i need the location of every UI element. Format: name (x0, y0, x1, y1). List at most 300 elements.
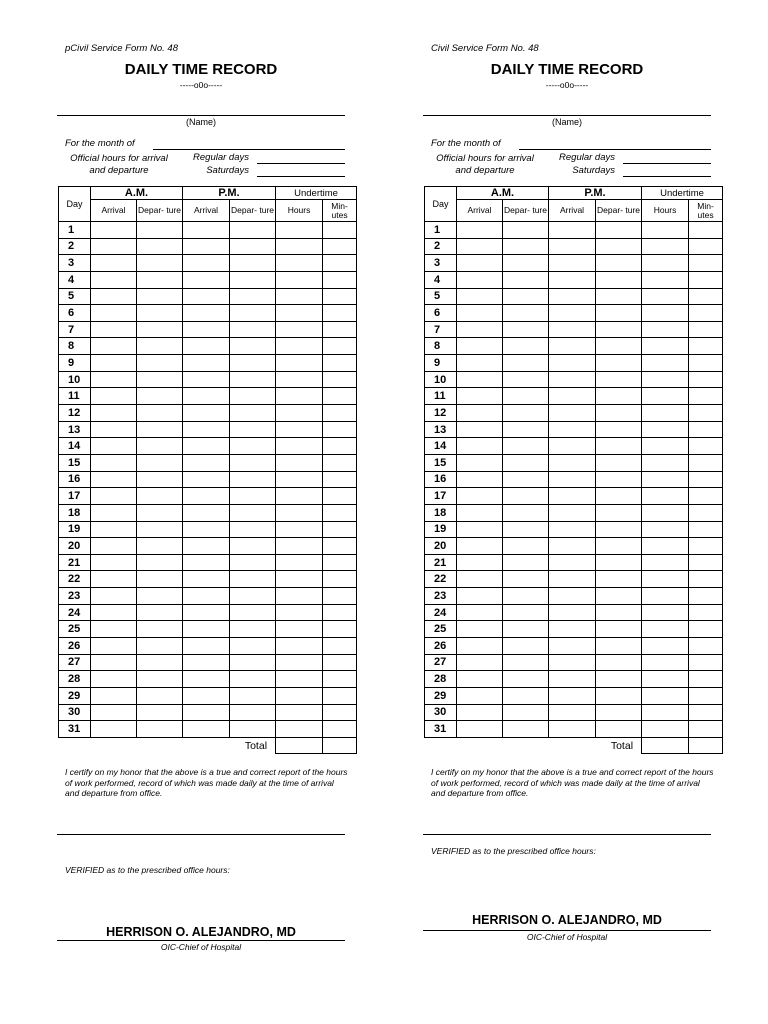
am-arrival-cell[interactable] (457, 471, 503, 488)
am-arrival-cell[interactable] (91, 388, 137, 405)
pm-arrival-cell[interactable] (549, 571, 596, 588)
undertime-hours-cell[interactable] (276, 438, 323, 455)
am-arrival-cell[interactable] (91, 504, 137, 521)
pm-departure-cell[interactable] (230, 488, 276, 505)
am-arrival-cell[interactable] (457, 421, 503, 438)
pm-departure-cell[interactable] (596, 671, 642, 688)
undertime-minutes-cell[interactable] (689, 338, 723, 355)
am-departure-cell[interactable] (137, 504, 183, 521)
undertime-minutes-cell[interactable] (323, 271, 357, 288)
am-departure-cell[interactable] (137, 521, 183, 538)
undertime-minutes-cell[interactable] (689, 504, 723, 521)
undertime-minutes-cell[interactable] (323, 355, 357, 372)
undertime-minutes-cell[interactable] (323, 255, 357, 272)
pm-arrival-cell[interactable] (183, 638, 230, 655)
pm-departure-cell[interactable] (596, 271, 642, 288)
pm-departure-cell[interactable] (596, 371, 642, 388)
undertime-hours-cell[interactable] (642, 438, 689, 455)
undertime-hours-cell[interactable] (276, 405, 323, 422)
undertime-hours-cell[interactable] (642, 621, 689, 638)
am-arrival-cell[interactable] (457, 338, 503, 355)
pm-arrival-cell[interactable] (549, 588, 596, 605)
undertime-minutes-cell[interactable] (689, 321, 723, 338)
am-arrival-cell[interactable] (91, 588, 137, 605)
pm-departure-cell[interactable] (230, 438, 276, 455)
am-departure-cell[interactable] (503, 538, 549, 555)
undertime-minutes-cell[interactable] (323, 321, 357, 338)
undertime-hours-cell[interactable] (276, 338, 323, 355)
am-departure-cell[interactable] (137, 305, 183, 322)
undertime-hours-cell[interactable] (642, 571, 689, 588)
undertime-hours-cell[interactable] (276, 488, 323, 505)
am-departure-cell[interactable] (137, 704, 183, 721)
undertime-hours-cell[interactable] (642, 238, 689, 255)
undertime-minutes-cell[interactable] (689, 255, 723, 272)
pm-departure-cell[interactable] (596, 388, 642, 405)
pm-departure-cell[interactable] (230, 538, 276, 555)
undertime-hours-cell[interactable] (642, 305, 689, 322)
pm-arrival-cell[interactable] (549, 454, 596, 471)
pm-arrival-cell[interactable] (183, 687, 230, 704)
pm-arrival-cell[interactable] (183, 471, 230, 488)
pm-departure-cell[interactable] (230, 338, 276, 355)
am-arrival-cell[interactable] (91, 554, 137, 571)
undertime-minutes-cell[interactable] (689, 571, 723, 588)
undertime-minutes-cell[interactable] (689, 421, 723, 438)
am-arrival-cell[interactable] (457, 488, 503, 505)
am-arrival-cell[interactable] (457, 654, 503, 671)
am-arrival-cell[interactable] (91, 654, 137, 671)
pm-departure-cell[interactable] (230, 671, 276, 688)
pm-arrival-cell[interactable] (183, 321, 230, 338)
am-arrival-cell[interactable] (457, 638, 503, 655)
undertime-minutes-cell[interactable] (323, 638, 357, 655)
am-arrival-cell[interactable] (91, 538, 137, 555)
am-arrival-cell[interactable] (91, 405, 137, 422)
am-departure-cell[interactable] (137, 338, 183, 355)
am-arrival-cell[interactable] (91, 454, 137, 471)
undertime-minutes-cell[interactable] (689, 388, 723, 405)
pm-departure-cell[interactable] (596, 438, 642, 455)
undertime-minutes-cell[interactable] (323, 222, 357, 239)
pm-arrival-cell[interactable] (183, 571, 230, 588)
pm-arrival-cell[interactable] (549, 371, 596, 388)
am-departure-cell[interactable] (137, 222, 183, 239)
am-arrival-cell[interactable] (91, 438, 137, 455)
am-departure-cell[interactable] (503, 604, 549, 621)
undertime-hours-cell[interactable] (276, 371, 323, 388)
am-departure-cell[interactable] (137, 288, 183, 305)
pm-departure-cell[interactable] (596, 638, 642, 655)
am-departure-cell[interactable] (137, 671, 183, 688)
am-arrival-cell[interactable] (91, 421, 137, 438)
am-departure-cell[interactable] (503, 371, 549, 388)
undertime-minutes-cell[interactable] (689, 588, 723, 605)
pm-departure-cell[interactable] (596, 255, 642, 272)
pm-arrival-cell[interactable] (183, 538, 230, 555)
pm-departure-cell[interactable] (596, 621, 642, 638)
am-departure-cell[interactable] (137, 454, 183, 471)
am-arrival-cell[interactable] (457, 321, 503, 338)
undertime-hours-cell[interactable] (276, 671, 323, 688)
pm-arrival-cell[interactable] (549, 222, 596, 239)
pm-arrival-cell[interactable] (549, 704, 596, 721)
am-arrival-cell[interactable] (457, 222, 503, 239)
am-departure-cell[interactable] (503, 421, 549, 438)
am-departure-cell[interactable] (137, 687, 183, 704)
pm-departure-cell[interactable] (596, 338, 642, 355)
undertime-minutes-cell[interactable] (323, 704, 357, 721)
am-departure-cell[interactable] (503, 338, 549, 355)
am-departure-cell[interactable] (503, 471, 549, 488)
pm-departure-cell[interactable] (230, 288, 276, 305)
pm-departure-cell[interactable] (230, 621, 276, 638)
undertime-minutes-cell[interactable] (323, 654, 357, 671)
undertime-minutes-cell[interactable] (323, 621, 357, 638)
pm-arrival-cell[interactable] (549, 687, 596, 704)
undertime-hours-cell[interactable] (642, 421, 689, 438)
pm-arrival-cell[interactable] (183, 721, 230, 738)
am-arrival-cell[interactable] (457, 538, 503, 555)
undertime-minutes-cell[interactable] (323, 305, 357, 322)
pm-departure-cell[interactable] (596, 554, 642, 571)
am-arrival-cell[interactable] (457, 554, 503, 571)
pm-departure-cell[interactable] (596, 604, 642, 621)
pm-departure-cell[interactable] (596, 504, 642, 521)
undertime-minutes-cell[interactable] (689, 288, 723, 305)
pm-departure-cell[interactable] (596, 355, 642, 372)
am-arrival-cell[interactable] (457, 271, 503, 288)
undertime-minutes-cell[interactable] (323, 238, 357, 255)
pm-departure-cell[interactable] (230, 638, 276, 655)
pm-departure-cell[interactable] (596, 454, 642, 471)
pm-departure-cell[interactable] (230, 388, 276, 405)
pm-arrival-cell[interactable] (183, 654, 230, 671)
pm-departure-cell[interactable] (230, 588, 276, 605)
undertime-minutes-cell[interactable] (689, 454, 723, 471)
undertime-minutes-cell[interactable] (689, 438, 723, 455)
pm-arrival-cell[interactable] (183, 355, 230, 372)
undertime-minutes-cell[interactable] (689, 721, 723, 738)
pm-arrival-cell[interactable] (549, 504, 596, 521)
undertime-minutes-cell[interactable] (689, 271, 723, 288)
am-arrival-cell[interactable] (91, 721, 137, 738)
am-arrival-cell[interactable] (457, 621, 503, 638)
am-departure-cell[interactable] (137, 588, 183, 605)
undertime-hours-cell[interactable] (642, 654, 689, 671)
undertime-hours-cell[interactable] (276, 588, 323, 605)
undertime-minutes-cell[interactable] (323, 554, 357, 571)
pm-arrival-cell[interactable] (549, 405, 596, 422)
am-arrival-cell[interactable] (91, 604, 137, 621)
pm-departure-cell[interactable] (230, 687, 276, 704)
pm-arrival-cell[interactable] (183, 388, 230, 405)
pm-arrival-cell[interactable] (549, 288, 596, 305)
am-arrival-cell[interactable] (457, 405, 503, 422)
undertime-minutes-cell[interactable] (323, 405, 357, 422)
am-arrival-cell[interactable] (91, 488, 137, 505)
verifier-signature-line[interactable] (57, 940, 345, 941)
pm-departure-cell[interactable] (596, 222, 642, 239)
pm-arrival-cell[interactable] (183, 271, 230, 288)
pm-departure-cell[interactable] (596, 488, 642, 505)
pm-departure-cell[interactable] (596, 687, 642, 704)
undertime-minutes-cell[interactable] (689, 238, 723, 255)
total-hours-cell[interactable] (642, 737, 689, 753)
undertime-minutes-cell[interactable] (689, 521, 723, 538)
total-hours-cell[interactable] (276, 737, 323, 753)
month-field-line[interactable] (153, 149, 345, 150)
regular-days-field-line[interactable] (623, 163, 711, 164)
undertime-hours-cell[interactable] (642, 704, 689, 721)
undertime-minutes-cell[interactable] (689, 604, 723, 621)
undertime-hours-cell[interactable] (642, 488, 689, 505)
undertime-hours-cell[interactable] (276, 687, 323, 704)
am-departure-cell[interactable] (137, 421, 183, 438)
undertime-minutes-cell[interactable] (323, 388, 357, 405)
am-arrival-cell[interactable] (91, 338, 137, 355)
pm-departure-cell[interactable] (230, 721, 276, 738)
am-departure-cell[interactable] (137, 471, 183, 488)
undertime-minutes-cell[interactable] (323, 338, 357, 355)
pm-arrival-cell[interactable] (183, 405, 230, 422)
pm-departure-cell[interactable] (596, 538, 642, 555)
undertime-minutes-cell[interactable] (323, 471, 357, 488)
undertime-minutes-cell[interactable] (689, 371, 723, 388)
pm-arrival-cell[interactable] (183, 255, 230, 272)
pm-departure-cell[interactable] (230, 355, 276, 372)
am-arrival-cell[interactable] (457, 371, 503, 388)
pm-arrival-cell[interactable] (549, 471, 596, 488)
am-departure-cell[interactable] (137, 721, 183, 738)
am-departure-cell[interactable] (503, 454, 549, 471)
am-arrival-cell[interactable] (457, 355, 503, 372)
undertime-minutes-cell[interactable] (689, 355, 723, 372)
pm-arrival-cell[interactable] (183, 288, 230, 305)
am-departure-cell[interactable] (137, 654, 183, 671)
undertime-hours-cell[interactable] (276, 504, 323, 521)
regular-days-field-line[interactable] (257, 163, 345, 164)
undertime-hours-cell[interactable] (276, 638, 323, 655)
pm-departure-cell[interactable] (596, 721, 642, 738)
am-departure-cell[interactable] (137, 554, 183, 571)
am-departure-cell[interactable] (503, 671, 549, 688)
undertime-hours-cell[interactable] (642, 638, 689, 655)
pm-departure-cell[interactable] (230, 222, 276, 239)
undertime-minutes-cell[interactable] (323, 488, 357, 505)
am-arrival-cell[interactable] (91, 671, 137, 688)
pm-arrival-cell[interactable] (183, 488, 230, 505)
undertime-hours-cell[interactable] (642, 405, 689, 422)
am-departure-cell[interactable] (137, 488, 183, 505)
undertime-hours-cell[interactable] (276, 388, 323, 405)
undertime-minutes-cell[interactable] (689, 538, 723, 555)
undertime-hours-cell[interactable] (276, 521, 323, 538)
am-departure-cell[interactable] (503, 721, 549, 738)
am-departure-cell[interactable] (503, 271, 549, 288)
pm-departure-cell[interactable] (596, 571, 642, 588)
am-departure-cell[interactable] (137, 271, 183, 288)
am-arrival-cell[interactable] (457, 687, 503, 704)
undertime-minutes-cell[interactable] (689, 305, 723, 322)
pm-departure-cell[interactable] (596, 421, 642, 438)
am-arrival-cell[interactable] (457, 438, 503, 455)
pm-arrival-cell[interactable] (183, 504, 230, 521)
am-arrival-cell[interactable] (91, 521, 137, 538)
undertime-minutes-cell[interactable] (323, 538, 357, 555)
pm-departure-cell[interactable] (596, 521, 642, 538)
am-arrival-cell[interactable] (91, 371, 137, 388)
am-arrival-cell[interactable] (91, 255, 137, 272)
am-arrival-cell[interactable] (457, 255, 503, 272)
am-departure-cell[interactable] (503, 388, 549, 405)
pm-arrival-cell[interactable] (183, 704, 230, 721)
pm-departure-cell[interactable] (230, 554, 276, 571)
am-arrival-cell[interactable] (91, 222, 137, 239)
undertime-hours-cell[interactable] (276, 704, 323, 721)
pm-arrival-cell[interactable] (549, 638, 596, 655)
undertime-hours-cell[interactable] (276, 454, 323, 471)
pm-arrival-cell[interactable] (549, 554, 596, 571)
undertime-hours-cell[interactable] (276, 288, 323, 305)
total-minutes-cell[interactable] (689, 737, 723, 753)
undertime-minutes-cell[interactable] (689, 654, 723, 671)
undertime-hours-cell[interactable] (642, 355, 689, 372)
pm-departure-cell[interactable] (230, 238, 276, 255)
undertime-hours-cell[interactable] (642, 338, 689, 355)
undertime-hours-cell[interactable] (276, 255, 323, 272)
pm-departure-cell[interactable] (230, 454, 276, 471)
pm-departure-cell[interactable] (230, 321, 276, 338)
pm-departure-cell[interactable] (596, 238, 642, 255)
undertime-minutes-cell[interactable] (323, 421, 357, 438)
undertime-minutes-cell[interactable] (323, 671, 357, 688)
undertime-minutes-cell[interactable] (689, 471, 723, 488)
am-arrival-cell[interactable] (91, 471, 137, 488)
undertime-minutes-cell[interactable] (689, 222, 723, 239)
undertime-minutes-cell[interactable] (323, 588, 357, 605)
pm-departure-cell[interactable] (596, 588, 642, 605)
pm-arrival-cell[interactable] (183, 222, 230, 239)
pm-arrival-cell[interactable] (183, 588, 230, 605)
pm-arrival-cell[interactable] (183, 305, 230, 322)
am-departure-cell[interactable] (503, 355, 549, 372)
am-departure-cell[interactable] (503, 638, 549, 655)
undertime-minutes-cell[interactable] (323, 454, 357, 471)
undertime-minutes-cell[interactable] (689, 405, 723, 422)
undertime-hours-cell[interactable] (276, 421, 323, 438)
am-arrival-cell[interactable] (91, 687, 137, 704)
am-departure-cell[interactable] (503, 488, 549, 505)
pm-departure-cell[interactable] (230, 521, 276, 538)
undertime-minutes-cell[interactable] (323, 721, 357, 738)
name-field-line[interactable] (57, 115, 345, 116)
undertime-minutes-cell[interactable] (689, 488, 723, 505)
employee-signature-line[interactable] (423, 834, 711, 835)
am-departure-cell[interactable] (137, 621, 183, 638)
undertime-hours-cell[interactable] (276, 604, 323, 621)
undertime-minutes-cell[interactable] (323, 604, 357, 621)
pm-arrival-cell[interactable] (549, 671, 596, 688)
pm-arrival-cell[interactable] (549, 621, 596, 638)
pm-departure-cell[interactable] (596, 305, 642, 322)
undertime-hours-cell[interactable] (642, 255, 689, 272)
pm-departure-cell[interactable] (596, 654, 642, 671)
pm-arrival-cell[interactable] (183, 604, 230, 621)
pm-departure-cell[interactable] (596, 288, 642, 305)
am-departure-cell[interactable] (503, 621, 549, 638)
pm-arrival-cell[interactable] (549, 654, 596, 671)
am-arrival-cell[interactable] (457, 305, 503, 322)
am-arrival-cell[interactable] (91, 355, 137, 372)
undertime-minutes-cell[interactable] (323, 371, 357, 388)
pm-departure-cell[interactable] (596, 471, 642, 488)
undertime-hours-cell[interactable] (642, 521, 689, 538)
pm-departure-cell[interactable] (596, 321, 642, 338)
pm-departure-cell[interactable] (230, 504, 276, 521)
am-arrival-cell[interactable] (91, 638, 137, 655)
undertime-hours-cell[interactable] (642, 554, 689, 571)
pm-arrival-cell[interactable] (549, 238, 596, 255)
am-arrival-cell[interactable] (457, 704, 503, 721)
am-arrival-cell[interactable] (91, 321, 137, 338)
am-arrival-cell[interactable] (457, 588, 503, 605)
pm-arrival-cell[interactable] (183, 521, 230, 538)
am-arrival-cell[interactable] (91, 621, 137, 638)
pm-arrival-cell[interactable] (183, 554, 230, 571)
am-departure-cell[interactable] (503, 305, 549, 322)
pm-departure-cell[interactable] (230, 704, 276, 721)
am-arrival-cell[interactable] (457, 238, 503, 255)
undertime-minutes-cell[interactable] (323, 687, 357, 704)
pm-arrival-cell[interactable] (183, 421, 230, 438)
pm-arrival-cell[interactable] (183, 338, 230, 355)
am-departure-cell[interactable] (137, 571, 183, 588)
undertime-hours-cell[interactable] (642, 288, 689, 305)
pm-arrival-cell[interactable] (549, 438, 596, 455)
pm-departure-cell[interactable] (230, 571, 276, 588)
pm-departure-cell[interactable] (596, 405, 642, 422)
undertime-hours-cell[interactable] (276, 538, 323, 555)
pm-arrival-cell[interactable] (549, 355, 596, 372)
undertime-hours-cell[interactable] (642, 671, 689, 688)
am-arrival-cell[interactable] (457, 388, 503, 405)
am-departure-cell[interactable] (503, 255, 549, 272)
undertime-hours-cell[interactable] (642, 721, 689, 738)
undertime-hours-cell[interactable] (642, 388, 689, 405)
undertime-hours-cell[interactable] (276, 654, 323, 671)
pm-departure-cell[interactable] (230, 405, 276, 422)
am-departure-cell[interactable] (137, 321, 183, 338)
am-departure-cell[interactable] (137, 538, 183, 555)
am-arrival-cell[interactable] (91, 704, 137, 721)
am-departure-cell[interactable] (137, 405, 183, 422)
undertime-hours-cell[interactable] (642, 604, 689, 621)
month-field-line[interactable] (519, 149, 711, 150)
undertime-hours-cell[interactable] (642, 222, 689, 239)
pm-arrival-cell[interactable] (549, 604, 596, 621)
undertime-minutes-cell[interactable] (689, 687, 723, 704)
undertime-minutes-cell[interactable] (323, 288, 357, 305)
undertime-hours-cell[interactable] (276, 222, 323, 239)
undertime-hours-cell[interactable] (276, 271, 323, 288)
undertime-hours-cell[interactable] (276, 471, 323, 488)
am-arrival-cell[interactable] (91, 305, 137, 322)
name-field-line[interactable] (423, 115, 711, 116)
am-departure-cell[interactable] (137, 238, 183, 255)
undertime-hours-cell[interactable] (276, 554, 323, 571)
am-arrival-cell[interactable] (91, 271, 137, 288)
